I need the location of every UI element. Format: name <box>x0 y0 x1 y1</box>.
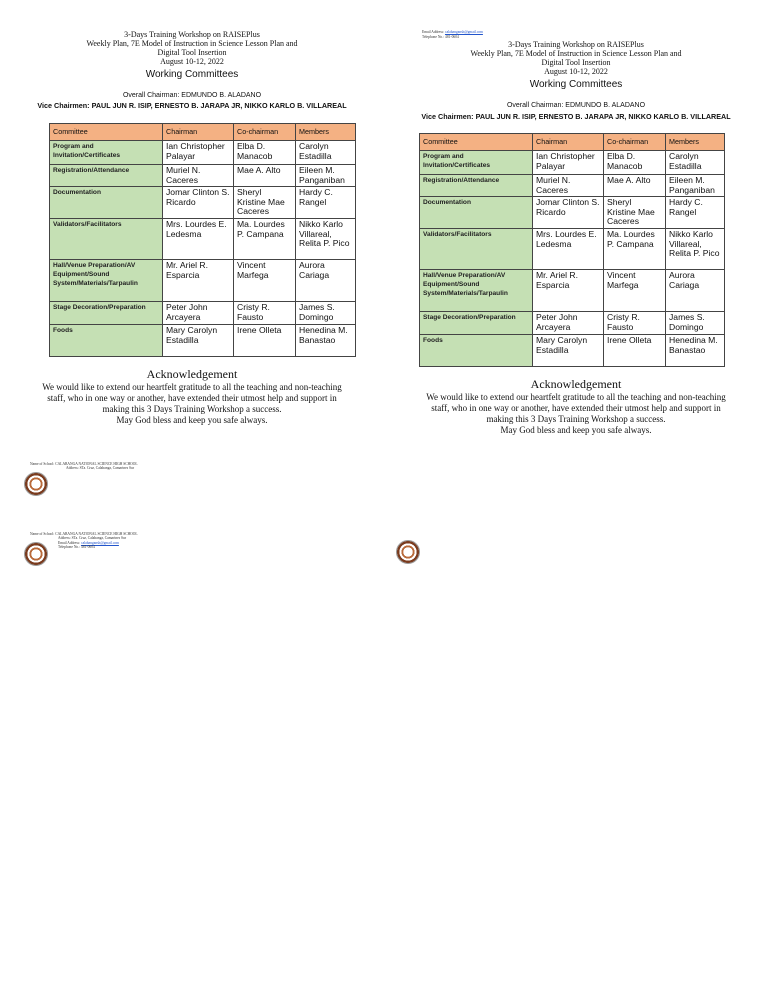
committee-cell: Foods <box>50 324 163 356</box>
members-cell: Carolyn Estadilla <box>666 151 725 175</box>
header-date: August 10-12, 2022 <box>544 67 608 76</box>
footer-address: Address: STa. Cruz, Calabanga, Camarines Sur <box>58 536 127 541</box>
vice-chairmen <box>384 112 768 121</box>
cochairman-cell: Irene Olleta <box>234 324 296 356</box>
footer-address: Address: STa. Cruz, Calabanga, Camarines Sur <box>66 466 135 471</box>
chairman-cell: Mary Carolyn Estadilla <box>163 324 234 356</box>
header-chairman: Chairman <box>533 134 604 151</box>
footer-tel-label: Telephone No.: <box>58 545 81 550</box>
committee-table <box>419 133 725 367</box>
committee-cell: Registration/Attendance <box>420 175 533 197</box>
chairman-cell: Ian Christopher Palayar <box>533 151 604 175</box>
vice-chairmen-names: PAUL JUN R. ISIP, ERNESTO B. JARAPA JR, NIKKO KARLO B. VILLAREAL <box>475 112 731 121</box>
header-line3: Digital Tool Insertion <box>541 58 611 67</box>
working-committees-title: Working Committees <box>145 69 239 80</box>
table-row <box>420 151 725 175</box>
cochairman-cell: Ma. Lourdes P. Campana <box>234 218 296 259</box>
right-panel <box>384 0 768 1006</box>
members-cell: Hardy C. Rangel <box>666 197 725 229</box>
chairman-cell: Mrs. Lourdes E. Ledesma <box>533 228 604 269</box>
acknowledgement-body <box>0 382 384 426</box>
school-seal-icon <box>24 542 48 566</box>
table-row <box>50 165 356 187</box>
ack-line4: May God bless and keep you safe always. <box>500 425 652 435</box>
vice-chairmen <box>0 101 384 110</box>
table-row <box>420 269 725 311</box>
cochairman-cell: Cristy R. Fausto <box>604 311 666 334</box>
members-cell: Aurora Cariaga <box>666 269 725 311</box>
table-row <box>50 259 356 301</box>
members-cell: Aurora Cariaga <box>296 259 356 301</box>
table-row <box>420 175 725 197</box>
cochairman-cell: Elba D. Manacob <box>604 151 666 175</box>
footer-school: Name of School: CALABANGA NATIONAL SCIENCE HIGH SCHOOL <box>30 532 138 536</box>
working-committees-title: Working Committees <box>529 79 623 90</box>
header-committee: Committee <box>420 134 533 151</box>
header-chairman: Chairman <box>163 124 234 141</box>
footer-tel: 481-0604 <box>81 545 95 550</box>
committee-cell: Registration/Attendance <box>50 165 163 187</box>
table-row <box>50 187 356 219</box>
header-line2: Weekly Plan, 7E Model of Instruction in Science Lesson Plan and <box>470 49 682 58</box>
table-row <box>50 324 356 356</box>
overall-chairman: Overall Chairman: EDMUNDO B. ALADANO <box>122 92 262 99</box>
footer-email-link[interactable]: calabangansh@gmail.com <box>80 540 119 545</box>
acknowledgement-body <box>384 392 768 436</box>
cochairman-cell: Cristy R. Fausto <box>234 301 296 324</box>
members-cell: Eileen M. Panganiban <box>296 165 356 187</box>
top-tel-label: Telephone No.: <box>422 34 445 39</box>
cochairman-cell: Vincent Marfega <box>604 269 666 311</box>
cochairman-cell: Irene Olleta <box>604 334 666 366</box>
table-header-row <box>50 124 356 141</box>
top-email-link[interactable]: calabangansh@gmail.com <box>444 30 483 34</box>
ack-line1: We would like to extend our heartfelt gratitude to all the teaching and non-teaching <box>42 382 342 392</box>
committee-cell: Program and Invitation/Certificates <box>420 151 533 175</box>
vice-chairmen-label: Vice Chairmen: <box>37 101 90 110</box>
table-row <box>420 311 725 334</box>
top-tel: 481-0604 <box>445 34 459 39</box>
vice-chairmen-names: PAUL JUN R. ISIP, ERNESTO B. JARAPA JR, NIKKO KARLO B. VILLAREAL <box>91 101 347 110</box>
footer-email-label: Email Address: <box>58 540 81 545</box>
ack-line1: We would like to extend our heartfelt gratitude to all the teaching and non-teaching <box>426 392 726 402</box>
overall-chairman: Overall Chairman: EDMUNDO B. ALADANO <box>506 102 646 109</box>
committee-table <box>49 123 356 357</box>
table-row <box>50 218 356 259</box>
committee-cell: Documentation <box>420 197 533 229</box>
members-cell: Nikko Karlo Villareal, Relita P. Pico <box>666 228 725 269</box>
members-cell: James S. Domingo <box>666 311 725 334</box>
header-line3: Digital Tool Insertion <box>157 48 227 57</box>
school-footer <box>30 462 138 471</box>
table-header-row <box>420 134 725 151</box>
cochairman-cell: Sheryl Kristine Mae Caceres <box>604 197 666 229</box>
committee-cell: Documentation <box>50 187 163 219</box>
header-cochairman: Co-chairman <box>234 124 296 141</box>
header-committee: Committee <box>50 124 163 141</box>
members-cell: James S. Domingo <box>296 301 356 324</box>
committee-cell: Program and Invitation/Certificates <box>50 141 163 165</box>
vice-chairmen-label: Vice Chairmen: <box>421 112 474 121</box>
chairman-cell: Muriel N. Caceres <box>533 175 604 197</box>
members-cell: Carolyn Estadilla <box>296 141 356 165</box>
chairman-cell: Mrs. Lourdes E. Ledesma <box>163 218 234 259</box>
table-row <box>420 334 725 366</box>
chairman-cell: Mr. Ariel R. Esparcia <box>163 259 234 301</box>
table-row <box>50 141 356 165</box>
chairman-cell: Ian Christopher Palayar <box>163 141 234 165</box>
top-email-label: Email Address: <box>422 30 445 34</box>
committee-cell: Stage Decoration/Preparation <box>420 311 533 334</box>
cochairman-cell: Sheryl Kristine Mae Caceres <box>234 187 296 219</box>
chairman-cell: Muriel N. Caceres <box>163 165 234 187</box>
top-contact-info <box>422 30 483 39</box>
table-row <box>420 228 725 269</box>
chairman-cell: Jomar Clinton S. Ricardo <box>163 187 234 219</box>
workshop-header <box>384 40 768 76</box>
acknowledgement-title: Acknowledgement <box>146 367 238 381</box>
cochairman-cell: Vincent Marfega <box>234 259 296 301</box>
header-cochairman: Co-chairman <box>604 134 666 151</box>
ack-line4: May God bless and keep you safe always. <box>116 415 268 425</box>
ack-line3: making this 3 Days Training Workshop a success. <box>102 404 282 414</box>
chairman-cell: Jomar Clinton S. Ricardo <box>533 197 604 229</box>
chairman-cell: Mary Carolyn Estadilla <box>533 334 604 366</box>
chairman-cell: Peter John Arcayera <box>533 311 604 334</box>
committee-cell: Validators/Facilitators <box>420 228 533 269</box>
members-cell: Eileen M. Panganiban <box>666 175 725 197</box>
chairman-cell: Peter John Arcayera <box>163 301 234 324</box>
header-date: August 10-12, 2022 <box>160 57 224 66</box>
school-seal-icon <box>396 540 420 564</box>
header-members: Members <box>296 124 356 141</box>
cochairman-cell: Ma. Lourdes P. Campana <box>604 228 666 269</box>
header-members: Members <box>666 134 725 151</box>
committee-cell: Stage Decoration/Preparation <box>50 301 163 324</box>
committee-cell: Validators/Facilitators <box>50 218 163 259</box>
workshop-header <box>0 30 384 66</box>
header-line2: Weekly Plan, 7E Model of Instruction in Science Lesson Plan and <box>86 39 298 48</box>
committee-cell: Hall/Venue Preparation/AV Equipment/Sound System/Materials/Tarpaulin <box>50 259 163 301</box>
members-cell: Henedina M. Banastao <box>296 324 356 356</box>
school-seal-icon <box>24 472 48 496</box>
members-cell: Henedina M. Banastao <box>666 334 725 366</box>
members-cell: Hardy C. Rangel <box>296 187 356 219</box>
chairman-cell: Mr. Ariel R. Esparcia <box>533 269 604 311</box>
committee-cell: Foods <box>420 334 533 366</box>
acknowledgement-title: Acknowledgement <box>530 377 622 391</box>
members-cell: Nikko Karlo Villareal, Relita P. Pico <box>296 218 356 259</box>
header-line1: 3-Days Training Workshop on RAISEPlus <box>124 30 260 39</box>
footer-school: Name of School: CALABANGA NATIONAL SCIENCE HIGH SCHOOL <box>30 462 138 466</box>
header-line1: 3-Days Training Workshop on RAISEPlus <box>508 40 644 49</box>
cochairman-cell: Mae A. Alto <box>234 165 296 187</box>
ack-line2: staff, who in one way or another, have extended their utmost help and support in <box>431 403 721 413</box>
ack-line2: staff, who in one way or another, have extended their utmost help and support in <box>47 393 337 403</box>
ack-line3: making this 3 Days Training Workshop a success. <box>486 414 666 424</box>
cochairman-cell: Elba D. Manacob <box>234 141 296 165</box>
committee-cell: Hall/Venue Preparation/AV Equipment/Sound System/Materials/Tarpaulin <box>420 269 533 311</box>
cochairman-cell: Mae A. Alto <box>604 175 666 197</box>
table-row <box>50 301 356 324</box>
table-row <box>420 197 725 229</box>
